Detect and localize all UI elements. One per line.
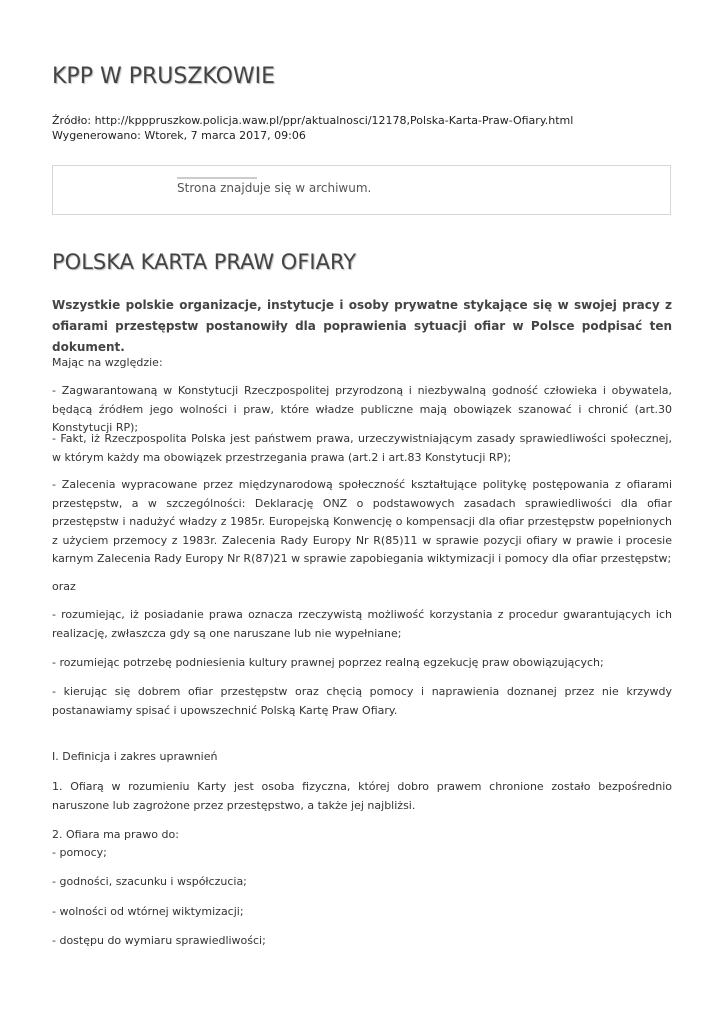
list-item: - dostępu do wymiaru sprawiedliwości;: [52, 934, 266, 947]
paragraph: - Zagwarantowaną w Konstytucji Rzeczpospolitej przyrodzoną i niezbywalną godność człowieka i obywatela, będącą źródłem jego wolności i praw, które władze publiczne mają obowiązek szanować i chronić (art.30 Konstytucji RP);: [52, 384, 672, 434]
paragraph: - kierując się dobrem ofiar przestępstw oraz chęcią pomocy i naprawienia doznanej przez nie krzywdy postanawiamy spisać i upowszechnić Polską Kartę Praw Ofiary.: [52, 685, 672, 717]
paragraph: 1. Ofiarą w rozumieniu Karty jest osoba fizyczna, której dobro prawem chronione zostało bezpośrednio naruszone lub zagrożone przez przestępstwo, a także jej najbliżsi.: [52, 780, 672, 812]
source-url: Źródło: http://kpppruszkow.policja.waw.pl/ppr/aktualnosci/12178,Polska-Karta-Praw-Ofiary.html: [52, 114, 574, 127]
archive-divider: [177, 177, 257, 179]
generated-date: Wygenerowano: Wtorek, 7 marca 2017, 09:06: [52, 128, 306, 142]
paragraph: - Fakt, iż Rzeczpospolita Polska jest państwem prawa, urzeczywistniającym zasady sprawiedliwości społecznej, w którym każdy ma obowiązek przestrzegania prawa (art.2 i art.83 Konstytucji RP);: [52, 432, 672, 464]
article-title: POLSKA KARTA PRAW OFIARY: [52, 250, 357, 274]
article-lead: Wszystkie polskie organizacje, instytucje i osoby prywatne stykające się w swojej pracy z ofiarami przestępstw postanowiły dla poprawienia sytuacji ofiar w Polsce podpisać ten dokument.: [52, 298, 672, 354]
paragraph: oraz: [52, 580, 76, 593]
archive-notice: Strona znajduje się w archiwum.: [177, 181, 372, 195]
document-meta: [52, 114, 573, 143]
paragraph: - rozumiejąc, iż posiadanie prawa oznacza rzeczywistą możliwość korzystania z procedur gwarantujących ich realizację, zwłaszcza gdy są one naruszane lub nie wypełniane;: [52, 608, 672, 640]
list-item: - pomocy;: [52, 846, 107, 859]
paragraph: - rozumiejąc potrzebę podniesienia kultury prawnej poprzez realną egzekucję praw obowiązujących;: [52, 656, 604, 669]
list-item: - godności, szacunku i współczucia;: [52, 875, 247, 888]
paragraph: Mając na względzie:: [52, 356, 163, 369]
section-heading: I. Definicja i zakres uprawnień: [52, 750, 218, 763]
site-title: KPP W PRUSZKOWIE: [52, 64, 276, 89]
list-item: - wolności od wtórnej wiktymizacji;: [52, 905, 244, 918]
paragraph: - Zalecenia wypracowane przez międzynarodową społeczność kształtujące politykę postępowania z ofiarami przestępstw, a w szczególności: Deklarację ONZ o podstawowych zasadach sprawiedliwości dla ofiar przestępstw i nadużyć władzy z 1985r. Europejską Konwencję o kompensacji dla ofiar przestępstw popełnionych z użyciem przemocy z 1983r. Zalecenia Rady Europy Nr R(85)11 w sprawie pozycji ofiary w prawie i procesie karnym Zalecenia Rady Europy Nr R(87)21 w sprawie zapobiegania wiktymizacji i pomocy dla ofiar przestępstw;: [52, 478, 672, 565]
archive-notice-box: [52, 165, 671, 215]
paragraph: 2. Ofiara ma prawo do:: [52, 828, 179, 841]
